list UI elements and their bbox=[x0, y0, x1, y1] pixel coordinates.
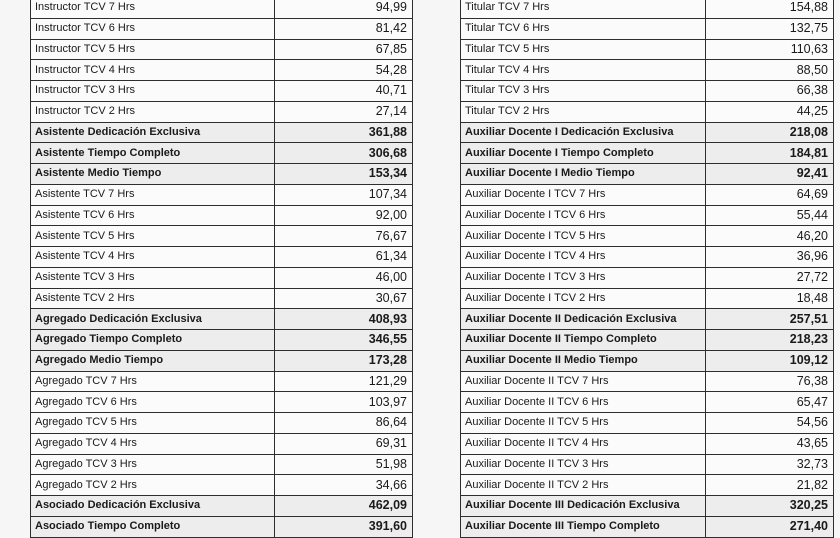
salary-value: 66,38 bbox=[706, 81, 834, 102]
category-label: Auxiliar Docente III Tiempo Completo bbox=[461, 516, 706, 537]
table-row bbox=[31, 247, 413, 268]
table-row bbox=[461, 164, 834, 185]
salary-table-left-body bbox=[31, 0, 413, 537]
salary-value: 132,75 bbox=[706, 18, 834, 39]
salary-value: 34,66 bbox=[275, 475, 413, 496]
salary-value: 271,40 bbox=[706, 516, 834, 537]
salary-value: 361,88 bbox=[275, 122, 413, 143]
salary-value: 64,69 bbox=[706, 184, 834, 205]
salary-value: 103,97 bbox=[275, 392, 413, 413]
salary-value: 36,96 bbox=[706, 247, 834, 268]
salary-value: 92,00 bbox=[275, 205, 413, 226]
category-label: Auxiliar Docente II TCV 7 Hrs bbox=[461, 371, 706, 392]
salary-value: 43,65 bbox=[706, 433, 834, 454]
salary-value: 408,93 bbox=[275, 309, 413, 330]
table-row bbox=[461, 226, 834, 247]
table-row bbox=[461, 516, 834, 537]
table-row bbox=[31, 226, 413, 247]
table-row bbox=[31, 371, 413, 392]
category-label: Agregado Medio Tiempo bbox=[31, 350, 275, 371]
category-label: Agregado TCV 5 Hrs bbox=[31, 413, 275, 434]
category-label: Auxiliar Docente I Medio Tiempo bbox=[461, 164, 706, 185]
category-label: Titular TCV 7 Hrs bbox=[461, 0, 706, 18]
category-label: Asistente TCV 2 Hrs bbox=[31, 288, 275, 309]
table-row bbox=[461, 454, 834, 475]
salary-value: 27,72 bbox=[706, 267, 834, 288]
table-row bbox=[461, 101, 834, 122]
category-label: Agregado Dedicación Exclusiva bbox=[31, 309, 275, 330]
table-row bbox=[461, 496, 834, 517]
salary-value: 94,99 bbox=[275, 0, 413, 18]
table-row bbox=[31, 122, 413, 143]
salary-table-right bbox=[460, 0, 834, 538]
salary-value: 173,28 bbox=[275, 350, 413, 371]
table-row bbox=[31, 454, 413, 475]
category-label: Instructor TCV 5 Hrs bbox=[31, 39, 275, 60]
table-row bbox=[31, 18, 413, 39]
category-label: Instructor TCV 7 Hrs bbox=[31, 0, 275, 18]
table-row bbox=[31, 267, 413, 288]
category-label: Auxiliar Docente I TCV 7 Hrs bbox=[461, 184, 706, 205]
table-row bbox=[461, 433, 834, 454]
table-row bbox=[31, 475, 413, 496]
category-label: Agregado TCV 7 Hrs bbox=[31, 371, 275, 392]
category-label: Asistente TCV 7 Hrs bbox=[31, 184, 275, 205]
category-label: Asistente TCV 4 Hrs bbox=[31, 247, 275, 268]
table-row bbox=[461, 184, 834, 205]
table-row bbox=[461, 205, 834, 226]
category-label: Asistente TCV 5 Hrs bbox=[31, 226, 275, 247]
salary-value: 69,31 bbox=[275, 433, 413, 454]
salary-value: 218,23 bbox=[706, 330, 834, 351]
category-label: Agregado TCV 4 Hrs bbox=[31, 433, 275, 454]
category-label: Auxiliar Docente I TCV 3 Hrs bbox=[461, 267, 706, 288]
salary-value: 346,55 bbox=[275, 330, 413, 351]
table-row bbox=[461, 475, 834, 496]
category-label: Auxiliar Docente I TCV 2 Hrs bbox=[461, 288, 706, 309]
table-row bbox=[461, 143, 834, 164]
category-label: Agregado TCV 6 Hrs bbox=[31, 392, 275, 413]
salary-value: 121,29 bbox=[275, 371, 413, 392]
table-row bbox=[31, 0, 413, 18]
table-row bbox=[31, 184, 413, 205]
category-label: Asociado Dedicación Exclusiva bbox=[31, 496, 275, 517]
table-row bbox=[461, 330, 834, 351]
salary-value: 81,42 bbox=[275, 18, 413, 39]
category-label: Auxiliar Docente I Dedicación Exclusiva bbox=[461, 122, 706, 143]
salary-value: 462,09 bbox=[275, 496, 413, 517]
table-row bbox=[31, 39, 413, 60]
salary-value: 21,82 bbox=[706, 475, 834, 496]
salary-value: 109,12 bbox=[706, 350, 834, 371]
salary-value: 391,60 bbox=[275, 516, 413, 537]
category-label: Instructor TCV 6 Hrs bbox=[31, 18, 275, 39]
table-row bbox=[31, 516, 413, 537]
salary-value: 107,34 bbox=[275, 184, 413, 205]
table-row bbox=[461, 288, 834, 309]
category-label: Auxiliar Docente II TCV 5 Hrs bbox=[461, 413, 706, 434]
table-row bbox=[31, 164, 413, 185]
salary-value: 218,08 bbox=[706, 122, 834, 143]
table-row bbox=[31, 413, 413, 434]
table-row bbox=[461, 0, 834, 18]
category-label: Agregado TCV 2 Hrs bbox=[31, 475, 275, 496]
category-label: Instructor TCV 3 Hrs bbox=[31, 81, 275, 102]
category-label: Auxiliar Docente III Dedicación Exclusiva bbox=[461, 496, 706, 517]
table-row bbox=[461, 81, 834, 102]
category-label: Asociado Tiempo Completo bbox=[31, 516, 275, 537]
salary-value: 153,34 bbox=[275, 164, 413, 185]
table-row bbox=[461, 309, 834, 330]
salary-value: 76,67 bbox=[275, 226, 413, 247]
salary-value: 54,28 bbox=[275, 60, 413, 81]
salary-value: 184,81 bbox=[706, 143, 834, 164]
salary-value: 32,73 bbox=[706, 454, 834, 475]
category-label: Asistente Tiempo Completo bbox=[31, 143, 275, 164]
salary-value: 76,38 bbox=[706, 371, 834, 392]
salary-value: 46,00 bbox=[275, 267, 413, 288]
salary-value: 44,25 bbox=[706, 101, 834, 122]
table-row bbox=[31, 496, 413, 517]
salary-value: 30,67 bbox=[275, 288, 413, 309]
table-row bbox=[31, 433, 413, 454]
table-row bbox=[31, 205, 413, 226]
salary-value: 27,14 bbox=[275, 101, 413, 122]
category-label: Instructor TCV 2 Hrs bbox=[31, 101, 275, 122]
category-label: Instructor TCV 4 Hrs bbox=[31, 60, 275, 81]
salary-value: 65,47 bbox=[706, 392, 834, 413]
table-row bbox=[461, 371, 834, 392]
salary-value: 154,88 bbox=[706, 0, 834, 18]
category-label: Auxiliar Docente II TCV 2 Hrs bbox=[461, 475, 706, 496]
category-label: Agregado TCV 3 Hrs bbox=[31, 454, 275, 475]
category-label: Auxiliar Docente II TCV 6 Hrs bbox=[461, 392, 706, 413]
table-row bbox=[31, 143, 413, 164]
category-label: Auxiliar Docente II TCV 3 Hrs bbox=[461, 454, 706, 475]
category-label: Auxiliar Docente I TCV 4 Hrs bbox=[461, 247, 706, 268]
salary-value: 110,63 bbox=[706, 39, 834, 60]
category-label: Titular TCV 4 Hrs bbox=[461, 60, 706, 81]
table-row bbox=[31, 101, 413, 122]
category-label: Auxiliar Docente II TCV 4 Hrs bbox=[461, 433, 706, 454]
category-label: Asistente Dedicación Exclusiva bbox=[31, 122, 275, 143]
category-label: Auxiliar Docente I TCV 5 Hrs bbox=[461, 226, 706, 247]
salary-value: 46,20 bbox=[706, 226, 834, 247]
category-label: Auxiliar Docente I TCV 6 Hrs bbox=[461, 205, 706, 226]
category-label: Auxiliar Docente II Dedicación Exclusiva bbox=[461, 309, 706, 330]
salary-value: 92,41 bbox=[706, 164, 834, 185]
salary-value: 257,51 bbox=[706, 309, 834, 330]
category-label: Agregado Tiempo Completo bbox=[31, 330, 275, 351]
salary-table-right-body bbox=[461, 0, 834, 537]
table-row bbox=[461, 392, 834, 413]
category-label: Auxiliar Docente I Tiempo Completo bbox=[461, 143, 706, 164]
salary-value: 320,25 bbox=[706, 496, 834, 517]
salary-value: 88,50 bbox=[706, 60, 834, 81]
table-row bbox=[461, 413, 834, 434]
table-row bbox=[461, 247, 834, 268]
table-row bbox=[31, 309, 413, 330]
category-label: Auxiliar Docente II Medio Tiempo bbox=[461, 350, 706, 371]
category-label: Titular TCV 3 Hrs bbox=[461, 81, 706, 102]
category-label: Titular TCV 6 Hrs bbox=[461, 18, 706, 39]
table-row bbox=[31, 330, 413, 351]
category-label: Asistente TCV 3 Hrs bbox=[31, 267, 275, 288]
table-row bbox=[461, 122, 834, 143]
category-label: Titular TCV 5 Hrs bbox=[461, 39, 706, 60]
category-label: Asistente TCV 6 Hrs bbox=[31, 205, 275, 226]
salary-value: 51,98 bbox=[275, 454, 413, 475]
salary-value: 54,56 bbox=[706, 413, 834, 434]
category-label: Auxiliar Docente II Tiempo Completo bbox=[461, 330, 706, 351]
table-row bbox=[461, 60, 834, 81]
salary-value: 306,68 bbox=[275, 143, 413, 164]
category-label: Titular TCV 2 Hrs bbox=[461, 101, 706, 122]
category-label: Asistente Medio Tiempo bbox=[31, 164, 275, 185]
table-row bbox=[461, 267, 834, 288]
salary-value: 40,71 bbox=[275, 81, 413, 102]
salary-value: 55,44 bbox=[706, 205, 834, 226]
salary-value: 86,64 bbox=[275, 413, 413, 434]
table-row bbox=[31, 288, 413, 309]
salary-value: 61,34 bbox=[275, 247, 413, 268]
salary-value: 67,85 bbox=[275, 39, 413, 60]
salary-table-left bbox=[30, 0, 413, 538]
table-row bbox=[461, 350, 834, 371]
salary-value: 18,48 bbox=[706, 288, 834, 309]
table-row bbox=[31, 60, 413, 81]
table-row bbox=[31, 81, 413, 102]
table-row bbox=[31, 392, 413, 413]
table-row bbox=[31, 350, 413, 371]
table-row bbox=[461, 18, 834, 39]
table-row bbox=[461, 39, 834, 60]
